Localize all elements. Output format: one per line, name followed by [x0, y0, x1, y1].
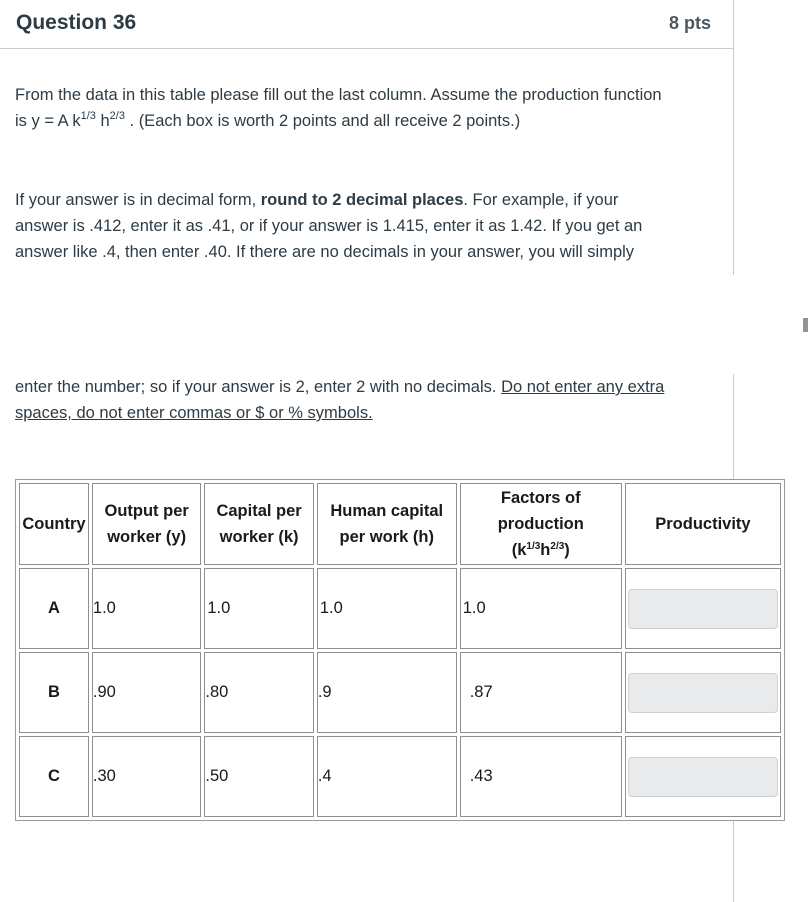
header-human-capital: Human capital per work (h)	[317, 483, 457, 565]
human-capital-cell: .9	[317, 652, 457, 733]
productivity-cell	[625, 652, 781, 733]
question-points: 8 pts	[668, 13, 711, 33]
capital-cell: 1.0	[204, 568, 313, 649]
factors-cell: .43	[460, 736, 622, 817]
instruction-paragraph-3: enter the number; so if your answer is 2, enter 2 with no decimals. Do not enter any extra spaces, do not enter commas or $ or % symbols.	[15, 378, 665, 422]
table-row	[19, 736, 781, 817]
table-header-row	[19, 483, 781, 565]
scrollbar-thumb[interactable]	[803, 318, 808, 332]
productivity-cell	[625, 736, 781, 817]
panel-divider-top	[733, 0, 734, 275]
productivity-cell	[625, 568, 781, 649]
output-cell: .30	[92, 736, 201, 817]
header-productivity: Productivity	[625, 483, 781, 565]
header-factors: Factors of production $(k^{1/3}h^{2/3})$	[460, 483, 622, 565]
warning-underlined-2: spaces, do not enter commas or $ or % symbols.	[15, 404, 373, 422]
country-cell: B	[19, 652, 89, 733]
productivity-input-c[interactable]	[628, 757, 778, 797]
factors-cell: .87	[460, 652, 622, 733]
productivity-input-b[interactable]	[628, 673, 778, 713]
question-header	[0, 0, 733, 49]
warning-underlined-1: Do not enter any extra	[501, 378, 665, 396]
instruction-paragraph-1: From the data in this table please fill out the last column. Assume the production function is y = A $k^{1/3}$ $h^{2/3}$ . (Each box is worth 2 points and all receive 2 points.)	[15, 86, 662, 130]
instruction-paragraph-2: If your answer is in decimal form, round to 2 decimal places. For example, if your answer is .412, enter it as .41, or if your answer is 1.415, enter it as 1.42. If you get an answer like .4, then enter .40. If there are no decimals in your answer, you will simply	[15, 191, 643, 261]
human-capital-cell: .4	[317, 736, 457, 817]
rounding-emphasis: round to 2 decimal places	[260, 191, 464, 209]
country-cell: C	[19, 736, 89, 817]
table-row	[19, 568, 781, 649]
output-cell: 1.0	[92, 568, 201, 649]
productivity-input-a[interactable]	[628, 589, 778, 629]
header-country: Country	[19, 483, 89, 565]
human-capital-cell: 1.0	[317, 568, 457, 649]
table-row	[19, 652, 781, 733]
question-title: Question 36	[16, 11, 137, 34]
capital-cell: .50	[204, 736, 313, 817]
header-output: Output per worker (y)	[92, 483, 201, 565]
factors-cell: 1.0	[460, 568, 622, 649]
output-cell: .90	[92, 652, 201, 733]
country-cell: A	[19, 568, 89, 649]
data-table	[15, 479, 785, 821]
header-capital: Capital per worker (k)	[204, 483, 313, 565]
capital-cell: .80	[204, 652, 313, 733]
